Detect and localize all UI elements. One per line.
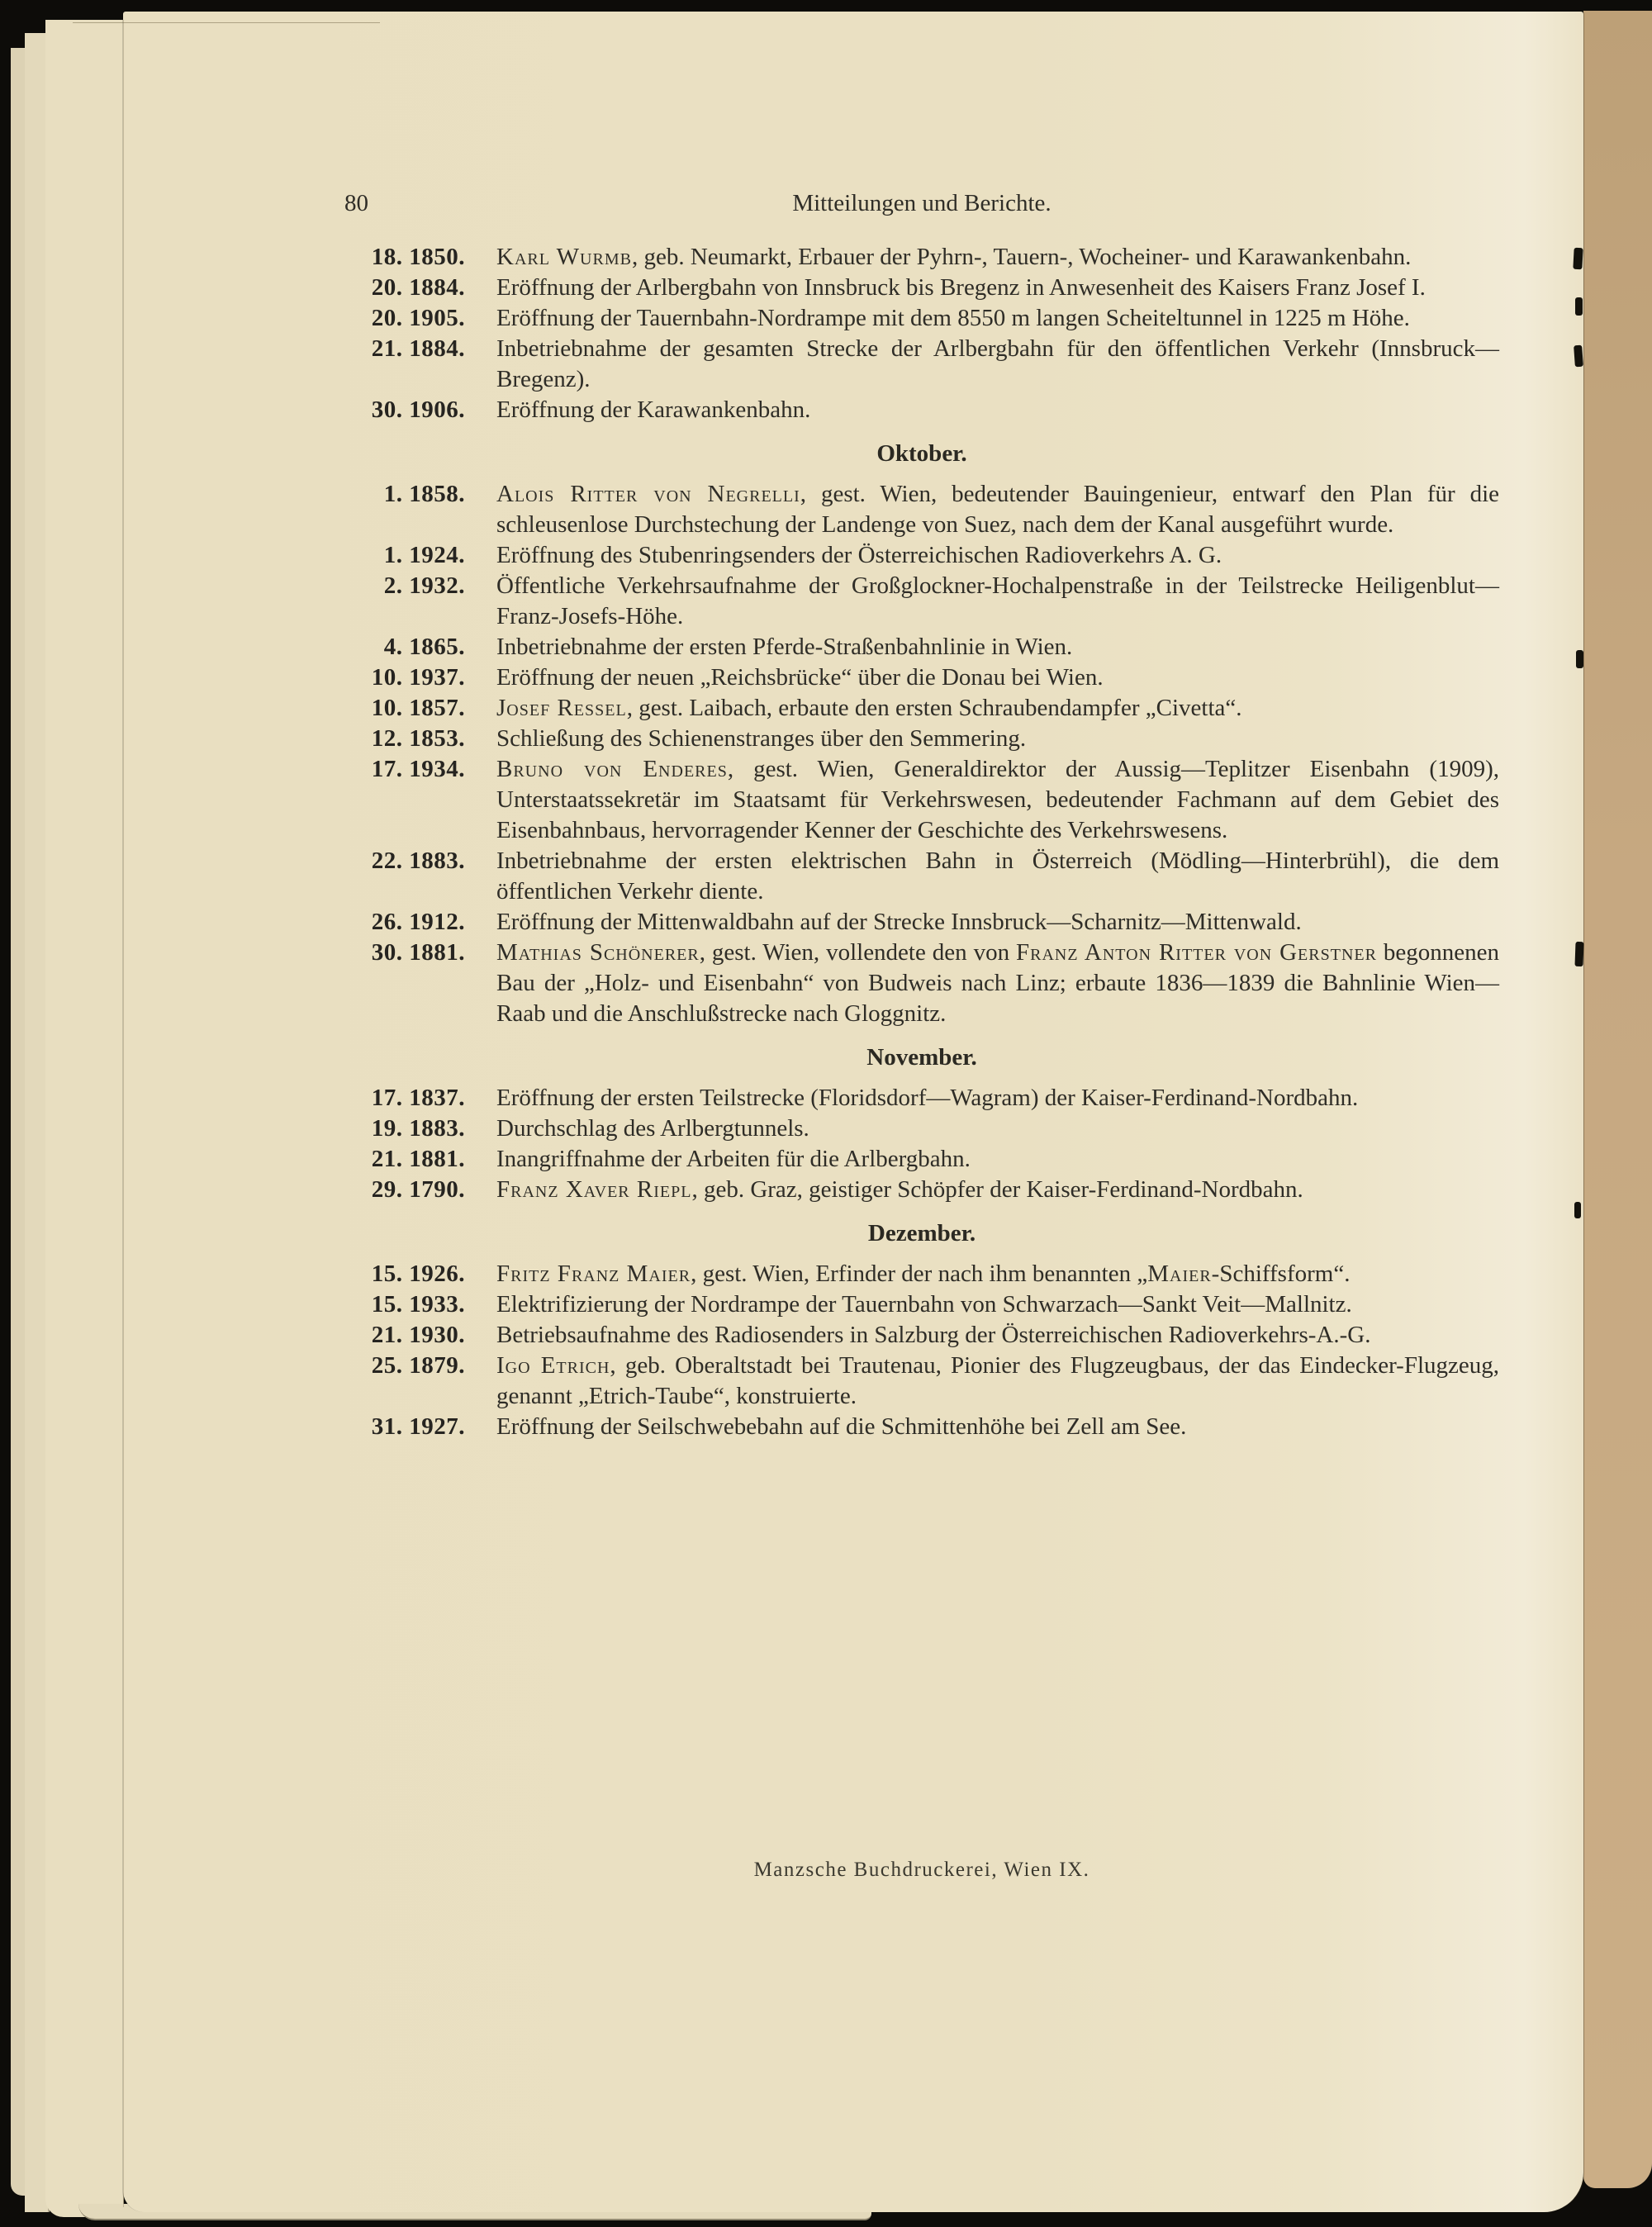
calendar-entry (344, 632, 1499, 662)
entry-text-run: Eröffnung der Arlbergbahn von Innsbruck bis Bregenz in Anwesenheit des Kaisers Franz Josef I. (496, 274, 1426, 301)
entry-date: 22. 1883. (371, 848, 465, 874)
calendar-entry (344, 1351, 1499, 1412)
entry-text-run: , gest. Laibach, erbaute den ersten Schraubendampfer „Civetta“. (626, 695, 1242, 721)
entry-date: 10. 1857. (371, 695, 465, 721)
calendar-entry (344, 303, 1499, 334)
entry-text-run: Schließung des Schienenstranges über den Semmering. (496, 725, 1027, 752)
entry-date: 29. 1790. (371, 1176, 465, 1203)
person-name: Karl Wurmb (496, 244, 632, 270)
entry-date: 15. 1933. (371, 1291, 465, 1318)
entry-text-run: Eröffnung des Stubenringsenders der Österreichischen Radioverkehrs A. G. (496, 542, 1222, 568)
entry-date: 17. 1934. (371, 756, 465, 782)
entry-text (496, 662, 1499, 693)
entry-text (496, 632, 1499, 662)
page-number: 80 (344, 190, 368, 216)
person-name: Josef Ressel (496, 695, 627, 721)
calendar-entry (344, 242, 1499, 273)
calendar-entry (344, 1320, 1499, 1351)
entry-text-run: , gest. Wien, Generaldirektor der Aussig—Teplitzer Eisenbahn (1909), Unterstaatssekretär im Staatsamt für Verkehrswesen, bedeutender Fachmann auf dem Gebiet des Eisenbahnbaus, hervorragender Kenner der Geschichte des Verkehrswesens. (496, 756, 1499, 843)
entry-text (496, 907, 1499, 938)
entry-text (496, 754, 1499, 846)
month-heading: November. (866, 1044, 977, 1071)
entry-date: 4. 1865. (383, 634, 465, 660)
entry-date: 10. 1937. (371, 664, 465, 691)
entry-date: 21. 1930. (371, 1322, 465, 1348)
entry-text-run: Durchschlag des Arlbergtunnels. (496, 1115, 809, 1142)
person-name: Fritz Franz Maier (496, 1261, 691, 1287)
entry-text-run: , geb. Graz, geistiger Schöpfer der Kaiser-Ferdinand-Nordbahn. (691, 1176, 1303, 1203)
imprint-footer: Manzsche Buchdruckerei, Wien IX. (753, 1859, 1090, 1881)
month-heading: Oktober. (876, 440, 967, 467)
entry-text-run: , gest. Wien, Erfinder der nach ihm benannten „ (691, 1261, 1148, 1287)
entry-text (496, 1259, 1499, 1289)
entry-date: 17. 1837. (371, 1085, 465, 1111)
entry-text-run: Elektrifizierung der Nordrampe der Tauernbahn von Schwarzach—Sankt Veit—Mallnitz. (496, 1291, 1352, 1318)
calendar-entry (344, 273, 1499, 303)
entry-text-run: , geb. Neumarkt, Erbauer der Pyhrn-, Tauern-, Wocheiner- und Karawankenbahn. (631, 244, 1412, 270)
person-name: Mathias Schönerer (496, 939, 700, 966)
entry-text-run: Eröffnung der Seilschwebebahn auf die Schmittenhöhe bei Zell am See. (496, 1413, 1187, 1440)
entry-date: 1. 1858. (383, 481, 465, 507)
calendar-entry (344, 540, 1499, 571)
entry-text-run: Inbetriebnahme der ersten Pferde-Straßenbahnlinie in Wien. (496, 634, 1073, 660)
entry-text (496, 1144, 1499, 1175)
entry-text-run: , geb. Oberaltstadt bei Trautenau, Pionier des Flugzeugbaus, der das Eindecker-Flugzeug, genannt „Etrich-Taube“, konstruierte. (496, 1352, 1499, 1409)
entry-text-run: Inbetriebnahme der ersten elektrischen Bahn in Österreich (Mödling—Hinterbrühl), die dem öffentlichen Verkehr diente. (496, 848, 1499, 905)
entry-text (496, 1175, 1499, 1205)
entry-text (496, 938, 1499, 1029)
entry-date: 20. 1884. (371, 274, 465, 301)
entry-text (496, 1114, 1499, 1144)
person-name: Alois Ritter von Negrelli (496, 481, 800, 507)
calendar-entries (344, 242, 1499, 1442)
calendar-entry (344, 1412, 1499, 1442)
entry-text-run: , gest. Wien, bedeutender Bauingenieur, entwarf den Plan für die schleusenlose Durchstechung der Landenge von Suez, nach dem der Kanal ausgeführt wurde. (496, 481, 1499, 538)
person-name: Maier (1147, 1261, 1212, 1287)
entry-date: 18. 1850. (371, 244, 465, 270)
scan-edge-mark (1574, 345, 1583, 368)
entry-text (496, 1351, 1499, 1412)
entry-date: 19. 1883. (371, 1115, 465, 1142)
entry-text (496, 540, 1499, 571)
calendar-entry (344, 395, 1499, 425)
page-stack-edge (45, 20, 124, 2217)
page-crease-line (123, 20, 124, 2207)
entry-text (496, 273, 1499, 303)
entry-text (496, 1083, 1499, 1114)
entry-text (496, 242, 1499, 273)
entry-date: 30. 1881. (371, 939, 465, 966)
entry-date: 20. 1905. (371, 305, 465, 331)
entry-text (496, 1412, 1499, 1442)
entry-text-run: begonnenen Bau der „Holz- und Eisenbahn“ von Budweis nach Linz; erbaute 1836—1839 die Bahnlinie Wien—Raab und die Anschlußstrecke nach Gloggnitz. (496, 939, 1499, 1027)
entry-date: 25. 1879. (371, 1352, 465, 1379)
underpage-top-edge-line (73, 22, 380, 23)
entry-text (496, 334, 1499, 395)
entry-text (496, 1320, 1499, 1351)
calendar-entry (344, 907, 1499, 938)
month-heading: Dezember. (867, 1220, 976, 1246)
entry-text-run: Eröffnung der Tauernbahn-Nordrampe mit dem 8550 m langen Scheiteltunnel in 1225 m Höhe. (496, 305, 1410, 331)
entry-date: 15. 1926. (371, 1261, 465, 1287)
calendar-entry (344, 724, 1499, 754)
entry-date: 12. 1853. (371, 725, 465, 752)
entry-text (496, 479, 1499, 540)
entry-date: 21. 1884. (371, 335, 465, 362)
calendar-entry (344, 693, 1499, 724)
entry-text-run: Eröffnung der ersten Teilstrecke (Floridsdorf—Wagram) der Kaiser-Ferdinand-Nordbahn. (496, 1085, 1359, 1111)
entry-text-run: Eröffnung der Mittenwaldbahn auf der Strecke Innsbruck—Scharnitz—Mittenwald. (496, 909, 1302, 935)
entry-date: 2. 1932. (383, 572, 465, 599)
entry-text-run: , gest. Wien, vollendete den von (699, 939, 1016, 966)
calendar-entry (344, 938, 1499, 1029)
calendar-entry (344, 1175, 1499, 1205)
entry-date: 31. 1927. (371, 1413, 465, 1440)
person-name: Bruno von Enderes (496, 756, 728, 782)
entry-date: 1. 1924. (383, 542, 465, 568)
entry-date: 26. 1912. (371, 909, 465, 935)
person-name: Franz Xaver Riepl (496, 1176, 692, 1203)
calendar-entry (344, 754, 1499, 846)
scan-edge-mark (1576, 650, 1583, 668)
entry-text (496, 303, 1499, 334)
entry-text-run: Betriebsaufnahme des Radiosenders in Salzburg der Österreichischen Radioverkehrs-A.-G. (496, 1322, 1371, 1348)
scan-edge-mark (1574, 942, 1583, 966)
calendar-entry (344, 662, 1499, 693)
calendar-entry (344, 1144, 1499, 1175)
entry-text-run: -Schiffsform“. (1211, 1261, 1351, 1287)
entry-text (496, 395, 1499, 425)
entry-date: 21. 1881. (371, 1146, 465, 1172)
calendar-entry (344, 479, 1499, 540)
scan-edge-mark (1575, 297, 1583, 316)
entry-text-run: Inbetriebnahme der gesamten Strecke der Arlbergbahn für den öffentlichen Verkehr (Innsbruck—Bregenz). (496, 335, 1499, 392)
entry-text (496, 571, 1499, 632)
running-header: Mitteilungen und Berichte. (792, 190, 1051, 216)
entry-date: 30. 1906. (371, 396, 465, 423)
calendar-entry (344, 334, 1499, 395)
calendar-entry (344, 846, 1499, 907)
person-name: Franz Anton Ritter von Gerstner (1016, 939, 1377, 966)
book-cover-edge (1583, 11, 1652, 2188)
entry-text (496, 693, 1499, 724)
calendar-entry (344, 1083, 1499, 1114)
entry-text-run: Eröffnung der neuen „Reichsbrücke“ über die Donau bei Wien. (496, 664, 1104, 691)
calendar-entry (344, 571, 1499, 632)
calendar-entry (344, 1114, 1499, 1144)
entry-text-run: Eröffnung der Karawankenbahn. (496, 396, 811, 423)
entry-text (496, 1289, 1499, 1320)
entry-text (496, 724, 1499, 754)
calendar-entry (344, 1289, 1499, 1320)
person-name: Igo Etrich (496, 1352, 610, 1379)
scan-edge-mark (1574, 1202, 1581, 1218)
entry-text-run: Öffentliche Verkehrsaufnahme der Großglockner-Hochalpenstraße in der Teilstrecke Heiligenblut—Franz-Josefs-Höhe. (496, 572, 1499, 629)
scan-edge-mark (1573, 248, 1583, 270)
page-header (344, 188, 1499, 219)
entry-text-run: Inangriffnahme der Arbeiten für die Arlbergbahn. (496, 1146, 971, 1172)
entry-text (496, 846, 1499, 907)
calendar-entry (344, 1259, 1499, 1289)
